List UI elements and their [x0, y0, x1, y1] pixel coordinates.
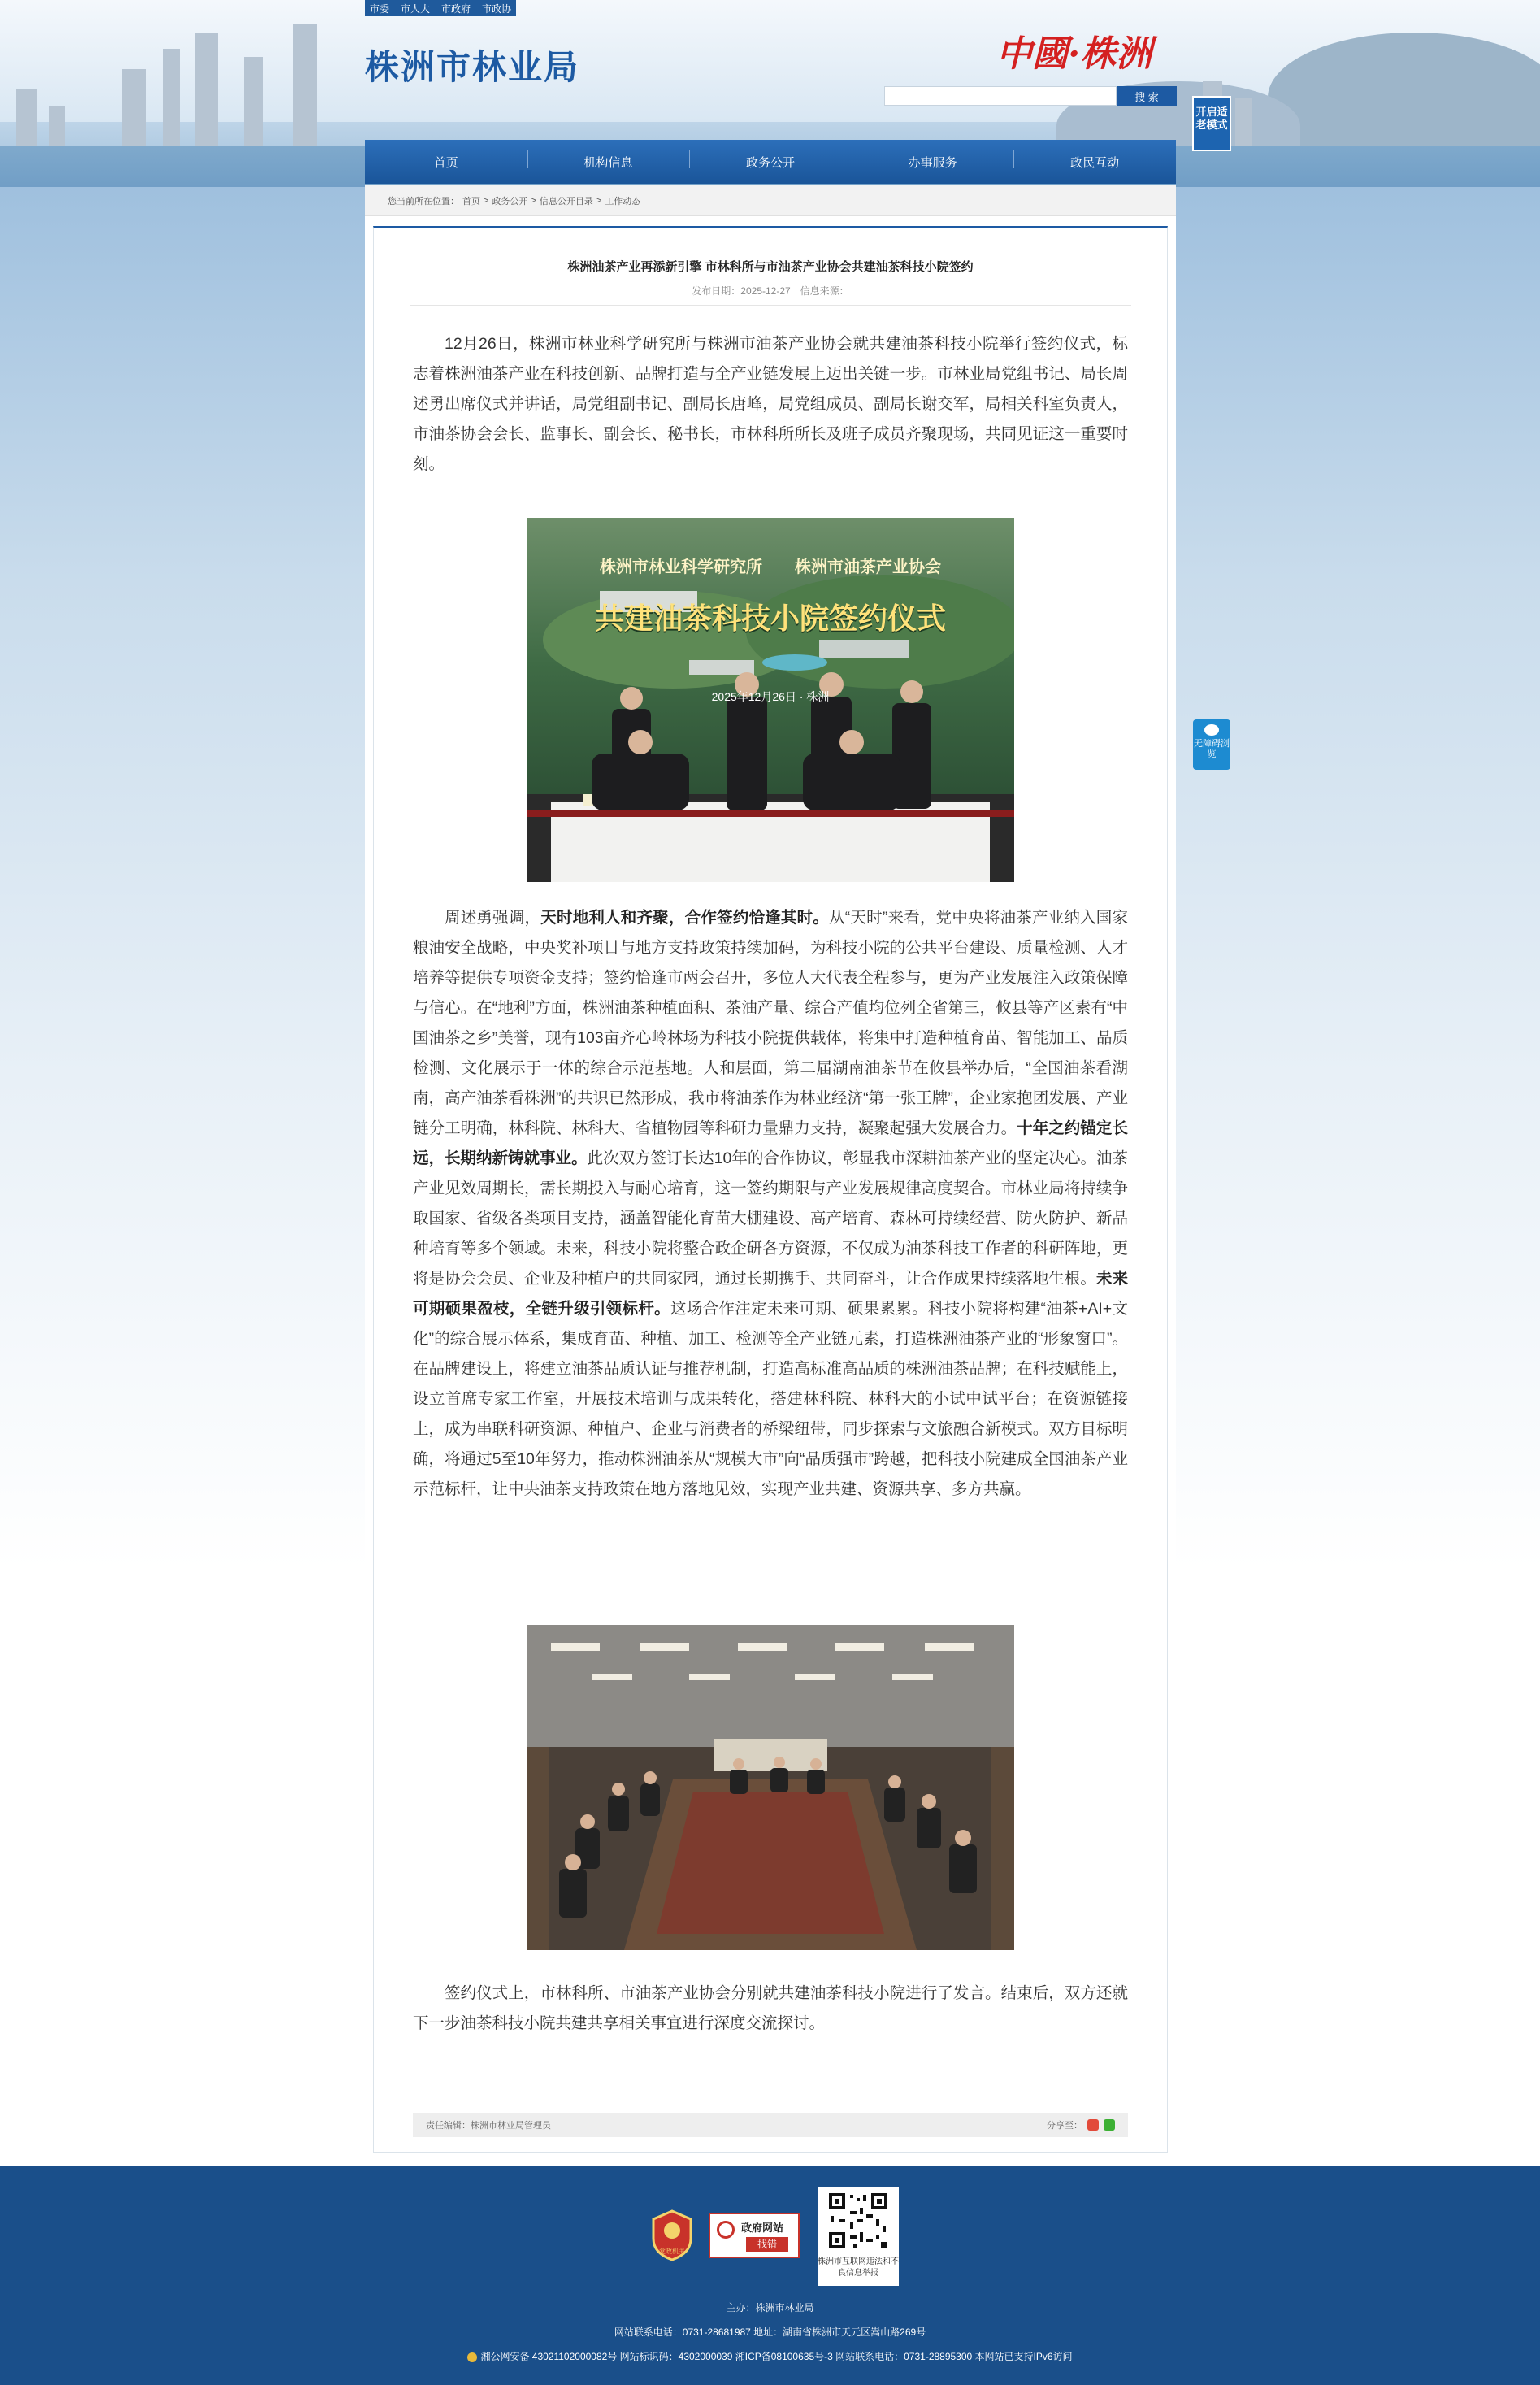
meeting-room-photo [527, 1625, 1014, 1950]
photo-banner-date: 2025年12月26日 · 株洲 [711, 690, 830, 703]
breadcrumb-separator: > [531, 195, 536, 206]
find-error-bottom: 找错 [746, 2237, 788, 2252]
paragraph-emphasis: 十年之约锚定长远，长期纳新铸就事业。 [413, 1119, 1128, 1167]
article-paragraph: 签约仪式上，市林科所、市油茶产业协会分别就共建油茶科技小院进行了发言。结束后，双方还就下一步油茶科技小院共建共享相关事宜进行深度交流探讨。 [413, 1984, 1128, 2032]
signing-ceremony-photo [527, 518, 1014, 882]
photo-banner-text: 株洲市林业科学研究所 株洲市油茶产业协会 [600, 557, 941, 576]
article-card [373, 226, 1168, 2153]
banner-hill [1268, 33, 1540, 163]
banner-building [244, 57, 263, 146]
find-error-top: 政府网站 [741, 2222, 784, 2234]
divider [410, 305, 1131, 306]
party-gov-badge[interactable] [650, 2209, 694, 2261]
footer-record-text[interactable]: 湘公网安备 43021102000082号 网站标识码：4302000039 湘ICP备08100635号-3 网站联系电话：0731-28895300 本网站已支持IPv6访问 [480, 2351, 1073, 2362]
breadcrumb-link[interactable]: 政务公开 [492, 196, 528, 206]
search-input[interactable] [884, 86, 1117, 106]
top-link[interactable]: 市委 [370, 2, 390, 15]
qr-caption: 株洲市互联网违法和不良信息举报 [818, 2257, 899, 2278]
nav-item-org[interactable]: 机构信息 [527, 154, 690, 171]
magnifier-icon [717, 2221, 735, 2239]
breadcrumb-link[interactable]: 工作动态 [605, 196, 641, 206]
right-background [1176, 187, 1540, 2162]
weibo-share-icon[interactable] [1087, 2119, 1099, 2131]
elder-mode-button[interactable]: 开启适老模式 [1192, 96, 1231, 151]
badge-label: 党政机关 [659, 2248, 685, 2255]
search-button[interactable]: 搜 索 [1117, 86, 1177, 106]
responsible-editor: 责任编辑：株洲市林业局管理员 [426, 2121, 551, 2131]
nav-item-home[interactable]: 首页 [433, 155, 458, 170]
breadcrumb [365, 185, 1176, 216]
nav-item-interaction[interactable]: 政民互动 [1013, 154, 1176, 171]
banner-building [195, 33, 218, 146]
banner-building [293, 24, 317, 146]
wechat-share-icon[interactable] [1104, 2119, 1115, 2131]
article-meta: 发布日期：2025-12-27 信息来源： [692, 285, 849, 297]
find-error-badge[interactable] [709, 2213, 800, 2258]
nav-item-gov-open[interactable]: 政务公开 [689, 154, 852, 171]
top-links [365, 0, 516, 16]
article-paragraph [413, 903, 1128, 1505]
site-logo[interactable]: 株洲市林业局 [365, 48, 580, 86]
main-nav [365, 140, 1176, 184]
top-link[interactable]: 市政府 [441, 2, 471, 15]
breadcrumb-prefix: 您当前所在位置： [388, 196, 459, 206]
qr-code-icon [818, 2187, 899, 2255]
article-title: 株洲油茶产业再添新引擎 市林科所与市油茶产业协会共建油茶科技小院签约 [567, 260, 974, 274]
eye-icon [1204, 724, 1219, 736]
banner-building [49, 106, 65, 146]
accessibility-label: 无障碍浏览 [1194, 739, 1230, 759]
police-badge-icon [467, 2352, 477, 2362]
top-link[interactable]: 市人大 [401, 2, 431, 15]
article-footer-bar [413, 2113, 1128, 2137]
banner-building [16, 89, 37, 146]
left-background [0, 187, 365, 2162]
paragraph-text: 周述勇强调， [445, 909, 541, 927]
share-bar [1047, 2118, 1115, 2131]
article-paragraph: 12月26日，株洲市林业科学研究所与株洲市油茶产业协会就共建油茶科技小院举行签约仪式，标志着株洲油茶产业在科技创新、品牌打造与全产业链发展上迈出关键一步。市林业局党组书记、局长周述勇出席仪式并讲话，局党组副书记、副局长唐峰，局党组成员、副局长谢交军，局相关科室负责人，市油茶协会会长、监事长、副会长、秘书长，市林科所所长及班子成员齐聚现场，共同见证这一重要时刻。 [413, 335, 1128, 473]
report-qr-code[interactable] [818, 2187, 899, 2286]
footer-record [0, 2349, 1540, 2363]
share-label: 分享至： [1047, 2121, 1082, 2131]
meeting-illustration [527, 1625, 1014, 1950]
paragraph-text: 这场合作注定未来可期、硕果累累。科技小院将构建“油茶+AI+文化”的综合展示体系，集成育苗、种植、加工、检测等全产业链元素，打造株洲油茶产业的“形象窗口”。在品牌建设上，将建立油茶品质认证与推荐机制，打造高标准高品质的株洲油茶品牌；在科技赋能上，设立首席专家工作室，开展技术培训与成果转化，搭建林科院、林科大的小试中试平台；在资源链接上，成为串联科研资源、种植户、企业与消费者的桥梁纽带，同步探索与文旅融合新模式。双方目标明确，将通过5至10年努力，推动株洲油茶从“规模大市”向“品质强市”跨越，把科技小院建成全国油茶产业示范标杆，让中央油茶支持政策在地方落地见效，实现产业共建、资源共享、多方共赢。 [413, 1300, 1128, 1498]
breadcrumb-separator: > [596, 195, 602, 206]
banner-building [1235, 98, 1252, 146]
paragraph-text: 此次双方签订长达10年的合作协议，彰显我市深耕油茶产业的坚定决心。油茶产业见效周期长，需长期投入与耐心培育，这一签约期限与产业发展规律高度契合。市林业局将持续争取国家、省级各类项目支持，涵盖智能化育苗大棚建设、高产培育、森林可持续经营、防火防护、新品种培育等多个领域。未来，科技小院将整合政企研各方资源，不仅成为油茶科技工作者的科研阵地，更将是协会会员、企业及种植户的共同家园，通过长期携手、共同奋斗，让合作成果持续落地生根。 [413, 1149, 1128, 1288]
breadcrumb-separator: > [484, 195, 489, 206]
footer-host: 主办：株洲市林业局 [726, 2302, 814, 2313]
search-box [884, 86, 1177, 106]
breadcrumb-link[interactable]: 首页 [462, 196, 480, 206]
paragraph-text: 从“天时”来看，党中央将油茶产业纳入国家粮油安全战略，中央奖补项目与地方支持政策持续加码，为科技小院的公共平台建设、质量检测、人才培养等提供专项资金支持；签约恰逢市两会召开，多位人大代表全程参与，更为产业发展注入政策保障与信心。在“地利”方面，株洲油茶种植面积、茶油产量、综合产值均位列全省第三，攸县等产区素有“中国油茶之乡”美誉，现有103亩齐心岭林场为科技小院提供载体，将集中打造种植育苗、智能加工、品质检测、文化展示于一体的综合示范基地。人和层面，第二届湖南油茶节在攸县举办后，“全国油茶看湖南，高产油茶看株洲”的共识已然形成，我市将油茶作为林业经济“第一张王牌”，企业家抱团发展、产业链分工明确，林科院、林科大、省植物园等科研力量鼎力支持，凝聚起强大发展合力。 [413, 909, 1128, 1137]
banner-building [122, 69, 146, 146]
accessibility-button[interactable] [1193, 719, 1230, 770]
nav-item-services[interactable]: 办事服务 [852, 154, 1014, 171]
breadcrumb-link[interactable]: 信息公开目录 [539, 196, 593, 206]
paragraph-emphasis: 天时地利人和齐聚，合作签约恰逢其时。 [540, 909, 830, 927]
footer-contact: 网站联系电话：0731-28681987 地址：湖南省株洲市天元区嵩山路269号 [614, 2326, 926, 2338]
zhongguo-zhuzhou-logo: 中國·株洲 [996, 33, 1152, 75]
banner-building [163, 49, 180, 146]
photo-banner-title: 共建油茶科技小院签约仪式 [594, 602, 946, 636]
paragraph-emphasis: 未来可期硕果盈枝，全链升级引领标杆。 [413, 1270, 1128, 1318]
main-content [365, 216, 1176, 2167]
top-link[interactable]: 市政协 [482, 2, 512, 15]
